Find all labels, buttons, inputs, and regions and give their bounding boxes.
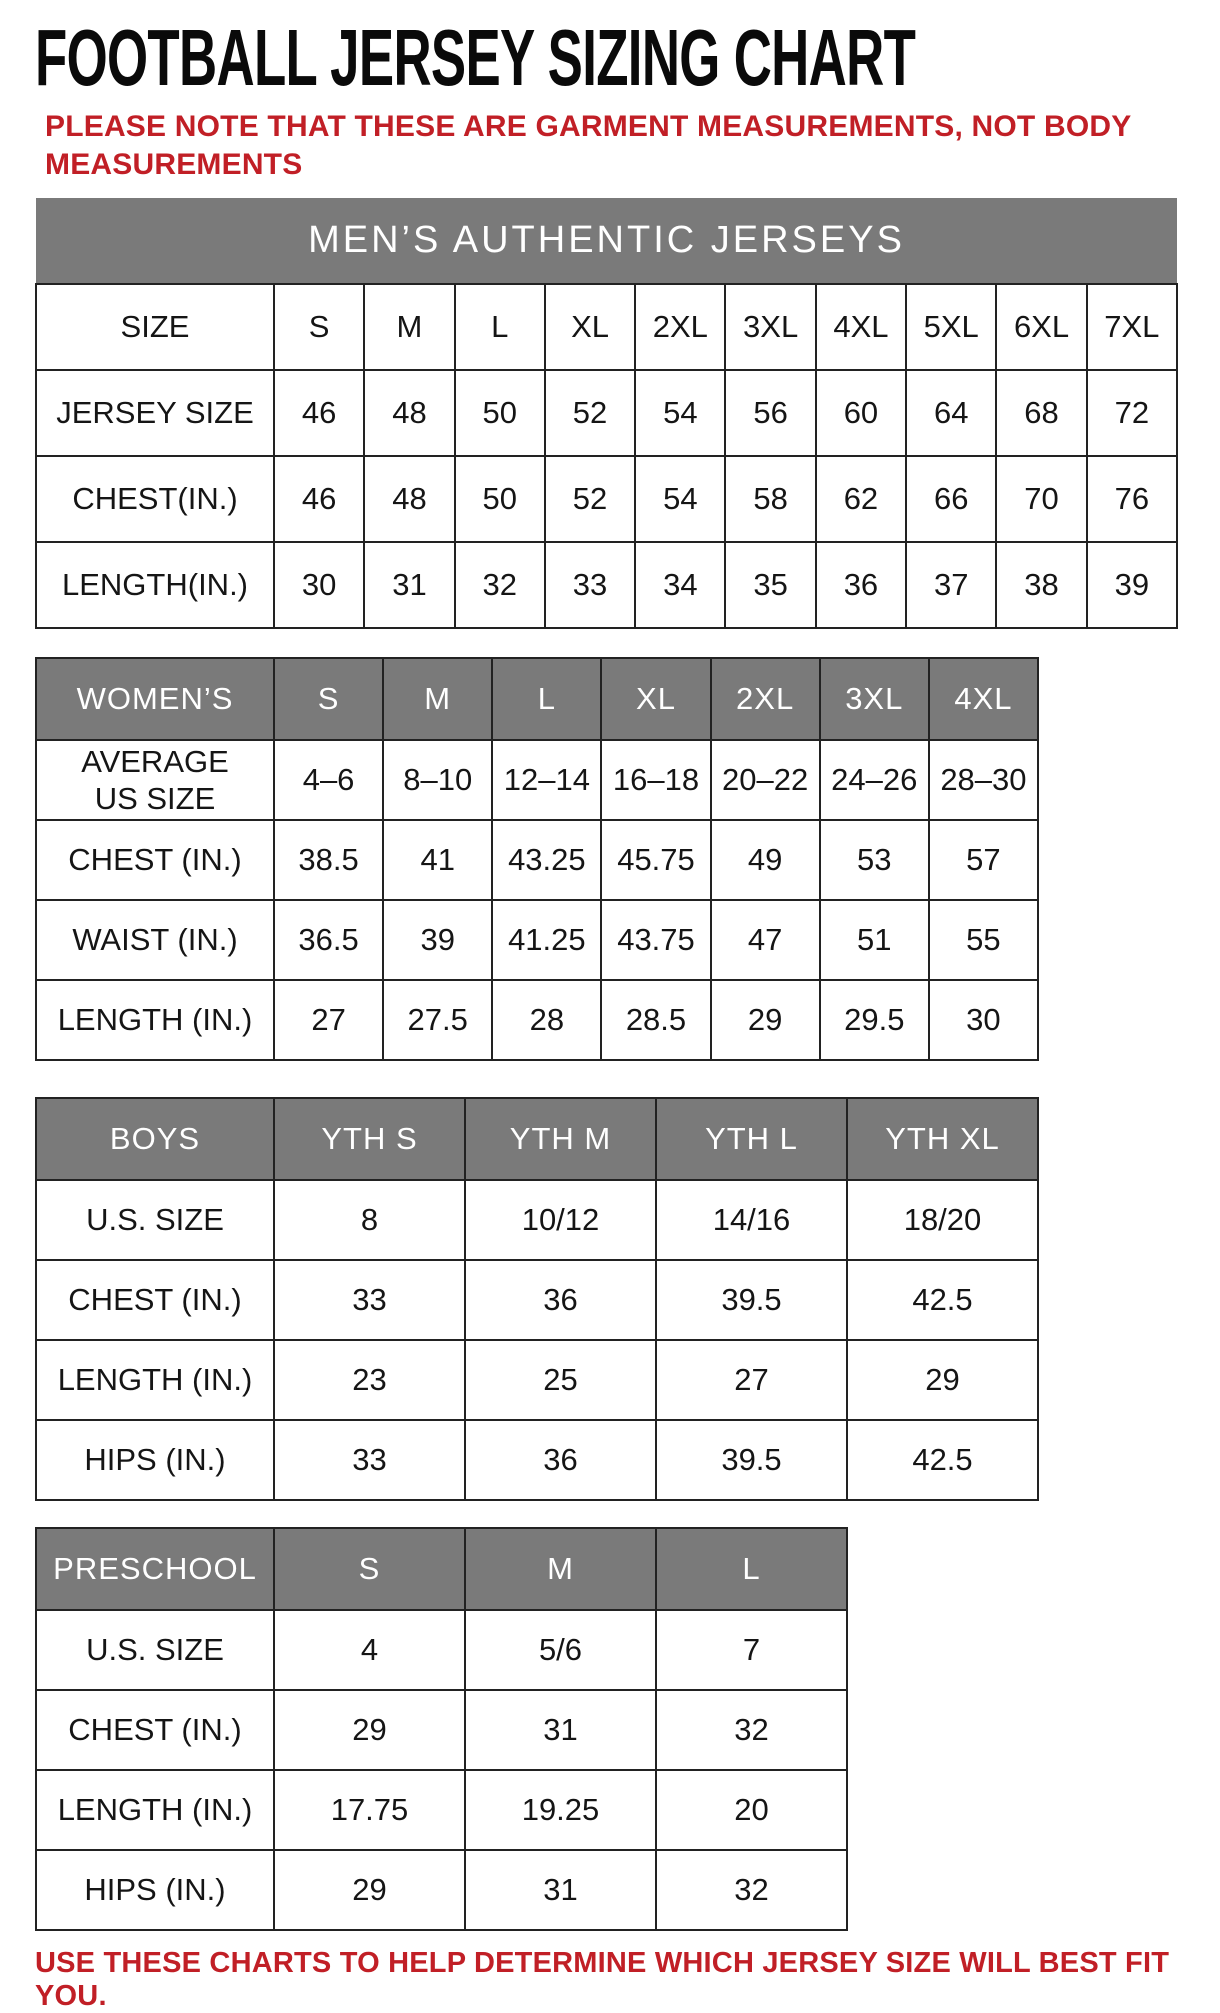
cell: 45.75 <box>601 820 710 900</box>
table-title-cell: PRESCHOOL <box>36 1528 274 1610</box>
row-label: SIZE <box>36 284 274 370</box>
cell: 70 <box>996 456 1086 542</box>
cell: 29 <box>274 1850 465 1930</box>
cell: 5/6 <box>465 1610 656 1690</box>
cell: 35 <box>725 542 815 628</box>
row-label: CHEST(IN.) <box>36 456 274 542</box>
cell: 31 <box>465 1690 656 1770</box>
table-row <box>36 1180 1038 1260</box>
column-header: 4XL <box>929 658 1038 740</box>
cell: 51 <box>820 900 929 980</box>
boys-table <box>35 1097 1039 1501</box>
column-header: 2XL <box>711 658 820 740</box>
cell: 29 <box>711 980 820 1060</box>
column-header: S <box>274 658 383 740</box>
cell: 50 <box>455 456 545 542</box>
row-label: U.S. SIZE <box>36 1610 274 1690</box>
cell: 20–22 <box>711 740 820 820</box>
cell: 12–14 <box>492 740 601 820</box>
cell: 43.75 <box>601 900 710 980</box>
row-label: WAIST (IN.) <box>36 900 274 980</box>
cell: 32 <box>656 1690 847 1770</box>
cell: 48 <box>364 456 454 542</box>
row-label: U.S. SIZE <box>36 1180 274 1260</box>
row-label: HIPS (IN.) <box>36 1850 274 1930</box>
table-row <box>36 1420 1038 1500</box>
cell: 42.5 <box>847 1260 1038 1340</box>
cell: 36 <box>465 1420 656 1500</box>
cell: 4–6 <box>274 740 383 820</box>
cell: 49 <box>711 820 820 900</box>
row-label: LENGTH (IN.) <box>36 980 274 1060</box>
garment-measurement-note: PLEASE NOTE THAT THESE ARE GARMENT MEASUREMENTS, NOT BODY MEASUREMENTS <box>45 110 1131 182</box>
womens-table <box>35 657 1039 1061</box>
row-label: HIPS (IN.) <box>36 1420 274 1500</box>
cell: 33 <box>274 1420 465 1500</box>
row-label: LENGTH (IN.) <box>36 1770 274 1850</box>
row-label: LENGTH (IN.) <box>36 1340 274 1420</box>
cell: 39 <box>383 900 492 980</box>
column-header: L <box>455 284 545 370</box>
cell: 28.5 <box>601 980 710 1060</box>
cell: 20 <box>656 1770 847 1850</box>
cell: 31 <box>465 1850 656 1930</box>
column-header: M <box>364 284 454 370</box>
cell: 10/12 <box>465 1180 656 1260</box>
cell: 37 <box>906 542 996 628</box>
cell: 50 <box>455 370 545 456</box>
cell: 46 <box>274 370 364 456</box>
cell: 60 <box>816 370 906 456</box>
column-header: YTH XL <box>847 1098 1038 1180</box>
cell: 39.5 <box>656 1260 847 1340</box>
table-row <box>36 900 1038 980</box>
preschool-table <box>35 1527 848 1931</box>
table-row <box>36 820 1038 900</box>
table-header-row <box>36 1098 1038 1180</box>
table-row <box>36 1770 847 1850</box>
cell: 66 <box>906 456 996 542</box>
cell: 52 <box>545 456 635 542</box>
column-header: YTH S <box>274 1098 465 1180</box>
cell: 31 <box>364 542 454 628</box>
column-header: L <box>492 658 601 740</box>
cell: 29.5 <box>820 980 929 1060</box>
column-header: XL <box>601 658 710 740</box>
cell: 8–10 <box>383 740 492 820</box>
column-header: M <box>383 658 492 740</box>
cell: 33 <box>545 542 635 628</box>
row-label: CHEST (IN.) <box>36 1260 274 1340</box>
column-header: 4XL <box>816 284 906 370</box>
cell: 30 <box>929 980 1038 1060</box>
cell: 27 <box>656 1340 847 1420</box>
cell: 42.5 <box>847 1420 1038 1500</box>
column-header: YTH L <box>656 1098 847 1180</box>
table-row <box>36 740 1038 820</box>
cell: 25 <box>465 1340 656 1420</box>
cell: 36.5 <box>274 900 383 980</box>
column-header: 5XL <box>906 284 996 370</box>
table-header-row <box>36 658 1038 740</box>
column-header: 2XL <box>635 284 725 370</box>
mens-table-banner: MEN’S AUTHENTIC JERSEYS <box>36 198 1177 284</box>
column-header: M <box>465 1528 656 1610</box>
column-header: 7XL <box>1087 284 1177 370</box>
cell: 30 <box>274 542 364 628</box>
row-label: CHEST (IN.) <box>36 820 274 900</box>
cell: 46 <box>274 456 364 542</box>
cell: 41.25 <box>492 900 601 980</box>
cell: 36 <box>465 1260 656 1340</box>
cell: 29 <box>847 1340 1038 1420</box>
row-label-text: AVERAGE US SIZE <box>81 744 229 817</box>
footer-note: USE THESE CHARTS TO HELP DETERMINE WHICH JERSEY SIZE WILL BEST FIT YOU. <box>35 1947 1170 2013</box>
table-row <box>36 1610 847 1690</box>
cell: 43.25 <box>492 820 601 900</box>
table-row <box>36 1340 1038 1420</box>
cell: 76 <box>1087 456 1177 542</box>
cell: 27 <box>274 980 383 1060</box>
cell: 52 <box>545 370 635 456</box>
column-header: L <box>656 1528 847 1610</box>
cell: 54 <box>635 370 725 456</box>
cell: 72 <box>1087 370 1177 456</box>
cell: 33 <box>274 1260 465 1340</box>
table-row <box>36 542 1177 628</box>
table-row <box>36 456 1177 542</box>
column-header: XL <box>545 284 635 370</box>
cell: 28–30 <box>929 740 1038 820</box>
cell: 32 <box>455 542 545 628</box>
cell: 58 <box>725 456 815 542</box>
column-header: S <box>274 284 364 370</box>
cell: 7 <box>656 1610 847 1690</box>
table-banner-row <box>36 198 1177 284</box>
table-row <box>36 370 1177 456</box>
column-header: 6XL <box>996 284 1086 370</box>
cell: 57 <box>929 820 1038 900</box>
cell: 38.5 <box>274 820 383 900</box>
column-header: YTH M <box>465 1098 656 1180</box>
table-row <box>36 1690 847 1770</box>
cell: 56 <box>725 370 815 456</box>
cell: 54 <box>635 456 725 542</box>
table-row <box>36 1850 847 1930</box>
cell: 8 <box>274 1180 465 1260</box>
cell: 18/20 <box>847 1180 1038 1260</box>
column-header: 3XL <box>820 658 929 740</box>
cell: 53 <box>820 820 929 900</box>
page-title: FOOTBALL JERSEY SIZING CHART <box>35 13 916 102</box>
cell: 29 <box>274 1690 465 1770</box>
cell: 62 <box>816 456 906 542</box>
cell: 34 <box>635 542 725 628</box>
cell: 48 <box>364 370 454 456</box>
row-label: CHEST (IN.) <box>36 1690 274 1770</box>
cell: 64 <box>906 370 996 456</box>
table-row <box>36 1260 1038 1340</box>
cell: 27.5 <box>383 980 492 1060</box>
row-label: LENGTH(IN.) <box>36 542 274 628</box>
table-row <box>36 980 1038 1060</box>
column-header: S <box>274 1528 465 1610</box>
cell: 38 <box>996 542 1086 628</box>
table-row <box>36 284 1177 370</box>
cell: 39.5 <box>656 1420 847 1500</box>
table-header-row <box>36 1528 847 1610</box>
cell: 17.75 <box>274 1770 465 1850</box>
cell: 24–26 <box>820 740 929 820</box>
cell: 68 <box>996 370 1086 456</box>
table-title-cell: WOMEN’S <box>36 658 274 740</box>
cell: 14/16 <box>656 1180 847 1260</box>
cell: 23 <box>274 1340 465 1420</box>
mens-authentic-jerseys-table <box>35 198 1178 629</box>
cell: 19.25 <box>465 1770 656 1850</box>
table-title-cell: BOYS <box>36 1098 274 1180</box>
cell: 41 <box>383 820 492 900</box>
row-label <box>36 740 274 820</box>
cell: 47 <box>711 900 820 980</box>
cell: 4 <box>274 1610 465 1690</box>
cell: 36 <box>816 542 906 628</box>
cell: 55 <box>929 900 1038 980</box>
row-label: JERSEY SIZE <box>36 370 274 456</box>
cell: 32 <box>656 1850 847 1930</box>
column-header: 3XL <box>725 284 815 370</box>
cell: 28 <box>492 980 601 1060</box>
cell: 39 <box>1087 542 1177 628</box>
cell: 16–18 <box>601 740 710 820</box>
